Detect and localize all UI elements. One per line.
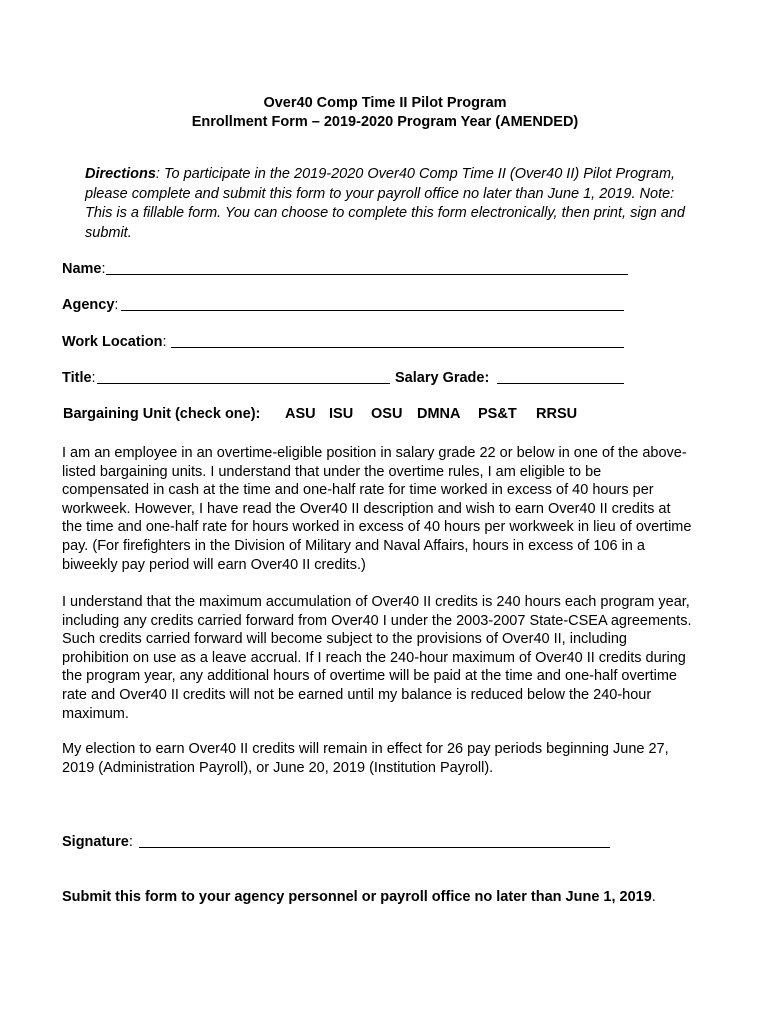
bargaining-option-isu[interactable]: ISU: [329, 406, 354, 422]
form-title: Over40 Comp Time II Pilot Program: [263, 95, 507, 111]
agency-colon: :: [114, 297, 119, 313]
work-location-field-label: [62, 333, 166, 351]
agency-label: Agency: [62, 297, 115, 313]
submit-period: .: [651, 889, 656, 905]
bargaining-option-rrsu[interactable]: RRSU: [536, 406, 578, 422]
name-label: Name: [62, 261, 102, 277]
work-location-colon: :: [162, 334, 167, 350]
title-colon: :: [91, 370, 96, 386]
accumulation-paragraph: I understand that the maximum accumulation of Over40 II credits is 240 hours each program year, including any credits carried forward from Over40 I under the 2003-2007 State-CSEA agreements. Such credits carried forward will become subject to the provisions of Over40 II, including prohibition on use as a leave accrual. If I reach the 240-hour maximum of Over40 II credits during the program year, any additional hours of overtime will be paid at the time and one-half overtime rate and Over40 II credits will not be earned until my balance is reduced below the 240-hour maximum.: [62, 594, 692, 722]
salary-grade-input-line[interactable]: [497, 383, 624, 384]
directions-label: Directions: [85, 166, 156, 182]
bargaining-option-osu[interactable]: OSU: [371, 406, 403, 422]
name-input-line[interactable]: [106, 274, 628, 275]
salary-grade-label: Salary Grade:: [395, 370, 490, 386]
eligibility-paragraph: I am an employee in an overtime-eligible position in salary grade 22 or below in one of the above-listed bargaining units. I understand that under the overtime rules, I am eligible to be compensated in cash at the time and one-half rate for time worked in excess of 40 hours per workweek. However, I have read the Over40 II description and wish to earn Over40 II credits at the time and one-half rate for hours worked in excess of 40 hours per workweek in lieu of overtime pay. (For firefighters in the Division of Military and Naval Affairs, hours in excess of 106 in a biweekly pay period will earn Over40 II credits.): [62, 445, 692, 573]
directions-text: : To participate in the 2019-2020 Over40 Comp Time II (Over40 II) Pilot Program, please complete and submit this form to your payroll office no later than June 1, 2019. Note: This is a fillable form. You can choose to complete this form electronically, then print, sign and submit.: [85, 166, 685, 241]
bargaining-unit-label: Bargaining Unit (check one):: [63, 406, 261, 422]
submit-instructions: [62, 888, 662, 907]
name-colon: :: [101, 261, 106, 277]
title-input-line[interactable]: [97, 383, 390, 384]
agency-field-label: [62, 296, 118, 314]
signature-colon: :: [128, 834, 133, 850]
name-field-label: [62, 260, 106, 278]
submit-text: Submit this form to your agency personnel or payroll office no later than June 1, 2019: [62, 889, 652, 905]
signature-label: Signature: [62, 834, 129, 850]
directions-block: [85, 165, 685, 243]
work-location-input-line[interactable]: [171, 347, 624, 348]
election-paragraph: My election to earn Over40 II credits will remain in effect for 26 pay periods beginning June 27, 2019 (Administration Payroll), or June 20, 2019 (Institution Payroll).: [62, 741, 669, 776]
title-field-label: [62, 369, 96, 387]
salary-grade-field-label: [395, 369, 489, 387]
signature-field-label: [62, 833, 133, 851]
form-subtitle: Enrollment Form – 2019-2020 Program Year (AMENDED): [191, 114, 579, 130]
bargaining-option-asu[interactable]: ASU: [285, 406, 316, 422]
signature-input-line[interactable]: [139, 847, 610, 848]
bargaining-option-dmna[interactable]: DMNA: [417, 406, 461, 422]
title-label: Title: [62, 370, 92, 386]
agency-input-line[interactable]: [121, 310, 624, 311]
work-location-label: Work Location: [62, 334, 163, 350]
bargaining-option-pst[interactable]: PS&T: [478, 406, 517, 422]
